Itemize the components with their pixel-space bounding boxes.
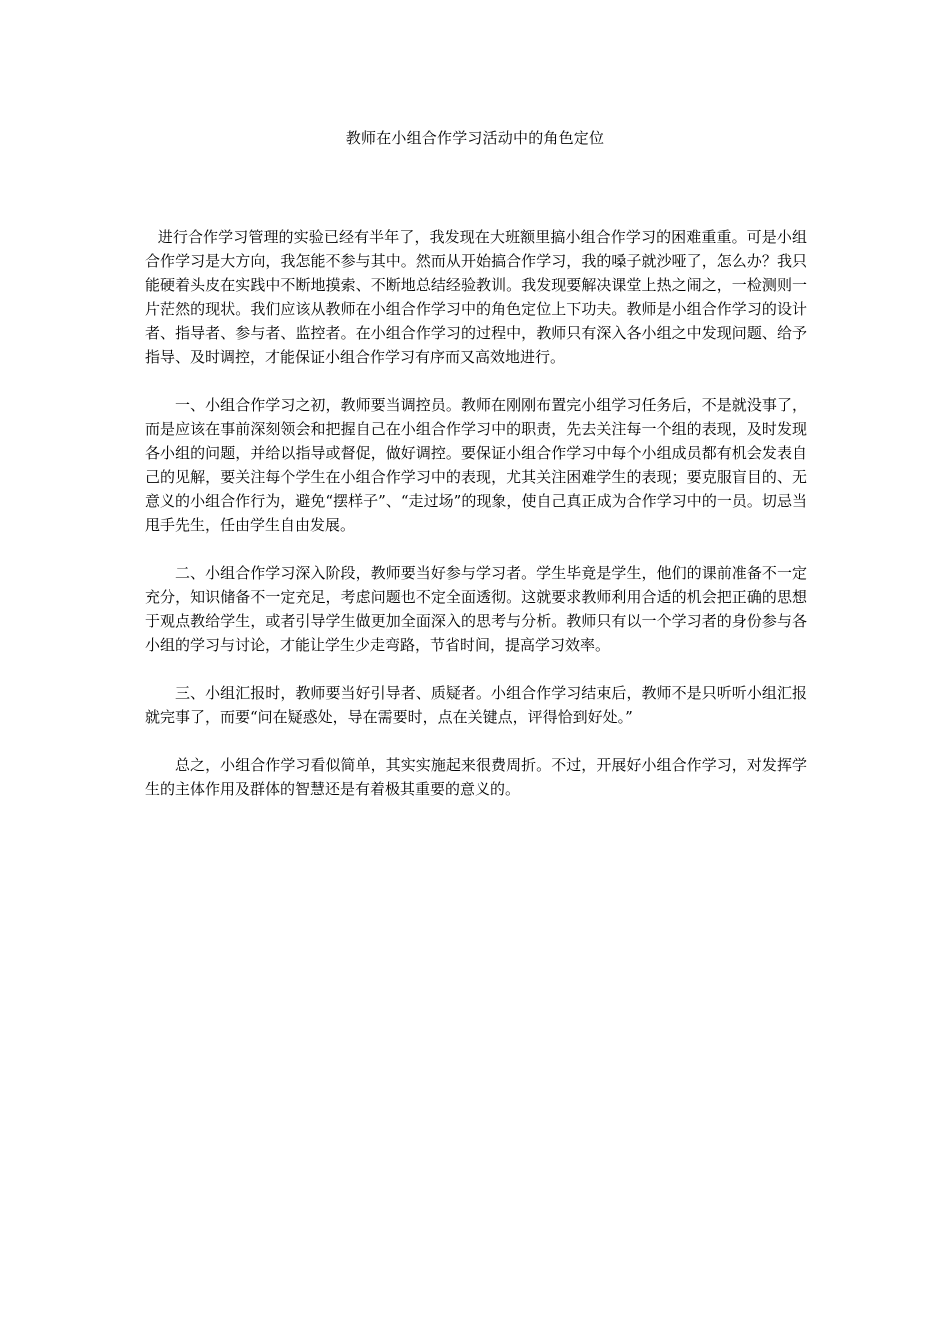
paragraph-section-one: 一、小组合作学习之初，教师要当调控员。教师在刚刚布置完小组学习任务后，不是就没事了，而是应该在事前深刻领会和把握自己在小组合作学习中的职责，先去关注每一个组的表现，及时发现各小组的问题，并给以指导或督促，做好调控。要保证小组合作学习中每个小组成员都有机会发表自己的见解，要关注每个学生在小组合作学习中的表现，尤其关注困难学生的表现；要克服盲目的、无意义的小组合作行为，避免“摆样子”、“走过场”的现象，使自己真正成为合作学习中的一员。切忌当甩手先生，任由学生自由发展。 (145, 396, 807, 534)
paragraph-conclusion: 总之，小组合作学习看似简单，其实实施起来很费周折。不过，开展好小组合作学习，对发挥学生的主体作用及群体的智慧还是有着极其重要的意义的。 (145, 756, 807, 798)
document-title: 教师在小组合作学习活动中的角色定位 (345, 129, 605, 147)
document-body (145, 225, 807, 825)
paragraph-section-three: 三、小组汇报时，教师要当好引导者、质疑者。小组合作学习结束后，教师不是只听听小组汇报就完事了，而要“问在疑惑处，导在需要时，点在关键点，评得恰到好处。” (145, 684, 807, 726)
paragraph-section-two: 二、小组合作学习深入阶段，教师要当好参与学习者。学生毕竟是学生，他们的课前准备不一定充分，知识储备不一定充足，考虑问题也不定全面透彻。这就要求教师利用合适的机会把正确的思想于观点教给学生，或者引导学生做更加全面深入的思考与分析。教师只有以一个学习者的身份参与各小组的学习与讨论，才能让学生少走弯路，节省时间，提高学习效率。 (145, 564, 807, 654)
paragraph-intro: 进行合作学习管理的实验已经有半年了，我发现在大班额里搞小组合作学习的困难重重。可是小组合作学习是大方向，我怎能不参与其中。然而从开始搞合作学习，我的嗓子就沙哑了，怎么办？我只能硬着头皮在实践中不断地摸索、不断地总结经验教训。我发现要解决课堂上热之闹之，一检测则一片茫然的现状。我们应该从教师在小组合作学习中的角色定位上下功夫。教师是小组合作学习的设计者、指导者、参与者、监控者。在小组合作学习的过程中，教师只有深入各小组之中发现问题、给予指导、及时调控，才能保证小组合作学习有序而又高效地进行。 (145, 228, 807, 366)
